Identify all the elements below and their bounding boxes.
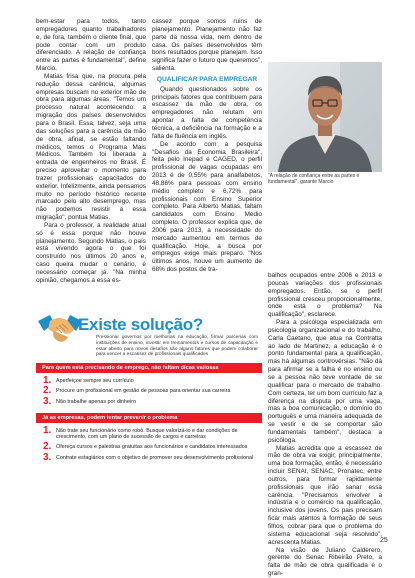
box-intro: Pressionar governos por melhorias na educação, firmar parcerias com instituições de ensino, investir em treinamentos e cursos de capacitação e estar aberto para novos desafios são alguns fatores que podem colaborar para vencer a escassez de profissionais qualificados xyxy=(96,335,258,358)
portrait-photo xyxy=(268,62,382,172)
paragraph: Para a psicóloga especializada em psicologia organizacional e do trabalho, Carla Caetano, que atua na Contratta ao lado de Martinez, a educação é o ponto fundamental para a qualificação, mas há algumas controvérsias. "Não dá para afirmar se a falha é no ensino ou se a pessoa não teve vontade de se qualificar para o mercado de trabalho. Com certeza, ter um bom currículo faz a diferença na disputa por uma vaga, mas a boa comunicação, o domínio do português e uma maneira adequada de se vestir e de se comportar são fundamentais também", destaca a psicóloga. xyxy=(268,319,383,444)
paragraph: Matias acredita que a escassez de mão de obra vai exigir, principalmente, uma boa formação, então, é necessário incluir SENAI, SENAC, Pronatec, entre outros, para formar rapidamente profissionais que irão sanar essa carência. "Precisamos envolver a indústria e o comércio na qualificação, inclusive dos jovens. Os pais precisam ficar mais atentos à formação de seus filhos, cobrar para que o problema do sistema educacional seja resolvido", acrescenta Matias. xyxy=(268,444,382,546)
list-item xyxy=(43,375,256,386)
item-text: Contrate estagiários com o objetivo de promover seu desenvolvimento profissional xyxy=(56,454,254,461)
section-bar-companies: Já as empresas, podem tentar prevenir o problema xyxy=(36,413,262,423)
box-title: Existe solução? xyxy=(78,315,203,334)
paragraph: Quando questionados sobre os principais fatores que contribuem para escassez da mão de obra, os empregadores não relutam em apontar a falta de competência técnica, a deficiência na formação e a falta de fluência em inglês. xyxy=(152,85,262,140)
photo-caption: "A relação de confiança entre as partes é fundamental", garante Marcio xyxy=(268,173,360,185)
paragraph: Na visão de Juliano Calderero, gerente do Senac Ribeirão Preto, a falta de mão de obra qualificada é o gran- xyxy=(268,546,382,578)
handshake-icon xyxy=(36,311,84,349)
item-number: 1. xyxy=(43,375,52,386)
item-number: 1. xyxy=(43,424,52,436)
page-number: 25 xyxy=(380,537,388,544)
item-number: 2. xyxy=(43,441,52,453)
tips-list-job-seekers xyxy=(36,373,262,411)
list-item xyxy=(43,441,256,453)
tips-list-companies xyxy=(36,423,262,467)
item-number: 3. xyxy=(43,395,52,407)
section-bar-job-seekers: Para quem está precisando de emprego, não faltam dicas valiosas xyxy=(36,363,262,373)
item-text: Ofereça cursos e palestras gratuitas aos funcionários e candidatos interessados xyxy=(56,444,248,451)
article-column-1 xyxy=(36,18,146,285)
list-item xyxy=(43,385,256,397)
article-column-2 xyxy=(152,18,262,274)
paragraph: cassez porque somos ruins de planejamento. Planejamento não faz parte da nossa vida, nem dentro de casa. Os países desenvolvidos têm bons resultados porque planejam. Isso significa fazer o futuro que queremos", salienta. xyxy=(152,18,262,73)
paragraph: balhos ocupados entre 2006 e 2013 e poucas variações dos profissionais empregados. Então, se o perfil profissional cresceu proporcionalmente, onde está o problema? Na qualificação", esclarece. xyxy=(268,272,382,319)
paragraph: De acordo com a pesquisa "Desafios da Economia Brasileira", feita pelo Inepad e CAGED, o perfil profissional de vagas ocupadas em 2013 é de 0,55% para analfabetos, 48,86% para pessoas com ensino médio completo e 6,72% para profissionais com Ensino Superior completo. Para Alberto Matias, faltam candidatos com Ensino Médio completo. O professor explica que, de 2006 para 2013, a necessidade do mercado aumentou em termos de qualificação. Hoje, a busca por empregos exige mais preparo. "Nos últimos anos, houve um aumento de 68% dos postos de tra- xyxy=(152,140,262,274)
article-column-3 xyxy=(268,272,382,578)
box-header xyxy=(36,311,262,358)
item-number: 2. xyxy=(43,385,52,397)
section-subheading: QUALIFICAR PARA EMPREGAR xyxy=(156,75,258,83)
sidebar-box xyxy=(36,311,262,531)
item-text: Não trabalhe apenas por dinheiro xyxy=(56,398,137,405)
list-item xyxy=(43,395,256,407)
item-number: 3. xyxy=(43,451,52,463)
paragraph: Matias frisa que, na procura pela redução dessa carência, algumas empresas buscam no exterior mão de obra para algumas áreas. "Temos um processo natural acontecendo: a migração dos países desenvolvidos para o Brasil. Essa, talvez, seja uma das soluções para a carência da mão de obra, afinal, se estão faltando médicos, temos o Programa Mais Médicos. Também foi liberada a entrada de engenheiros no Brasil. É preciso aproveitar o momento para trazer profissionais capacitados do exterior. Infelizmente, ainda pensamos muito no período histórico recente marcado pelo alto desemprego, mas não podemos resistir a essa migração", pontua Matias. xyxy=(36,72,146,222)
item-text: Procure um profissional em gestão de pessoas para orientar sua carreira xyxy=(56,388,231,395)
item-text: Aperfeiçoe sempre seu currículo xyxy=(56,378,134,384)
list-item xyxy=(43,451,256,463)
paragraph: Para o professor, a realidade atual só é essa porque não houve planejamento. Segundo Matias, o país está vivendo agora o que foi construído nos últimos 20 anos e, caso queira mudar o cenário, é necessário começar já. "Na minha opinião, chegamos a essa es- xyxy=(36,221,146,284)
list-item xyxy=(43,424,256,441)
paragraph: bem-estar para todos, tanto empregadores quanto trabalhadores e, de fora, também o cliente final, que pode contar com um produto diferenciado. A relação de confiança entre as partes é fundamental", define Marcio. xyxy=(36,18,146,73)
item-text: Não trate seu funcionário como robô. Busque valorizá-lo e dar condições de crescimento, com um plano de sucessão de cargos e carreiras xyxy=(56,427,238,441)
